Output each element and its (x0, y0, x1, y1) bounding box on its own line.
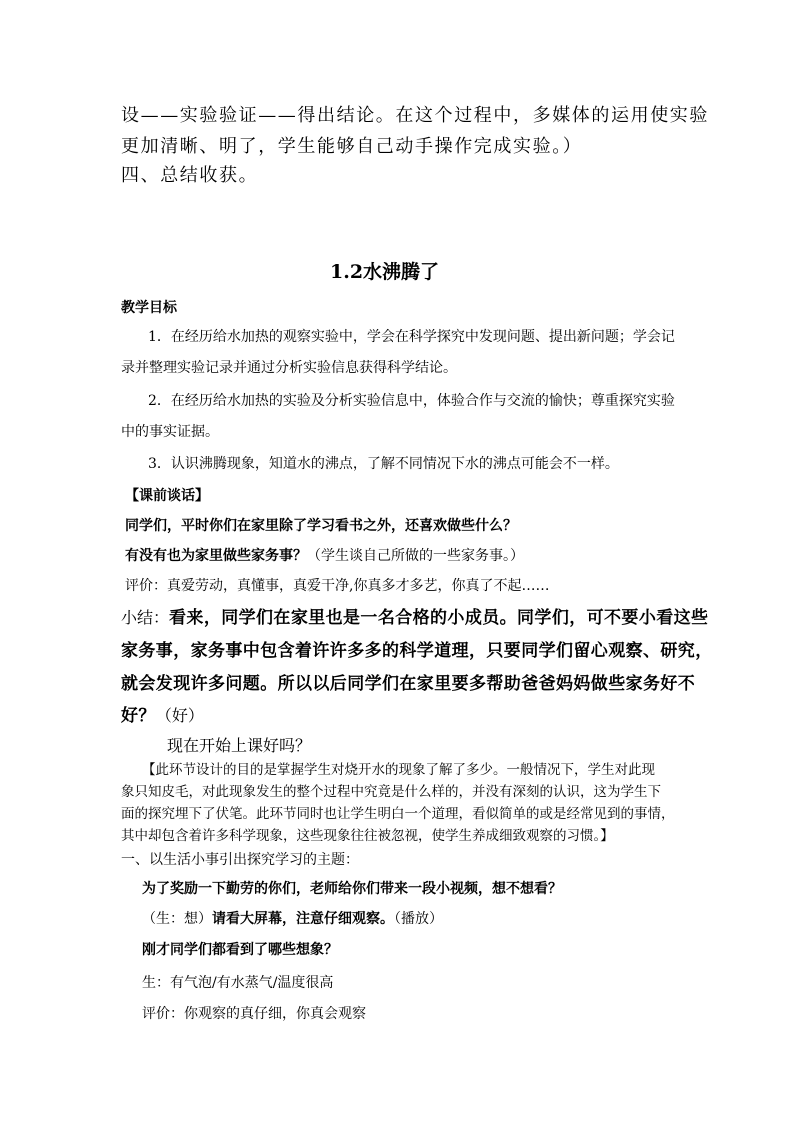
pre-class-heading: 【课前谈话】 (125, 488, 209, 504)
summary-answer: （好） (155, 706, 204, 725)
objectives-heading: 教学目标 (121, 300, 177, 316)
design-note-line-3: 面的探究埋下了伏笔。此环节同时也让学生明白一个道理，看似简单的或是经常见到的事情， (121, 806, 675, 822)
objective-2-line-2: 中的事实证据。 (121, 424, 219, 440)
student-reply (142, 908, 443, 928)
question-2 (125, 545, 524, 565)
intro-line-1: 设——实验验证——得出结论。在这个过程中，多媒体的运用使实验 (121, 105, 709, 126)
summary-line-4 (121, 701, 204, 726)
intro-line-2: 更加清晰、明了，学生能够自己动手操作完成实验。） (121, 136, 583, 157)
student-reply-a: （生：想） (142, 911, 212, 927)
video-prompt: 为了奖励一下勤劳的你们，老师给你们带来一段小视频，想不想看？ (142, 881, 562, 897)
summary-line-3: 就会发现许多问题。所以以后同学们在家里要多帮助爸爸妈妈做些家务好不 (121, 674, 696, 694)
summary-text-4: 好？ (121, 706, 156, 726)
design-note-line-4: 其中却包含着许多科学现象，这些现象往往被忽视，使学生养成细致观察的习惯。】 (121, 828, 614, 844)
lesson-title: 1.2水沸腾了 (330, 261, 440, 283)
question-1: 同学们，平时你们在家里除了学习看书之外，还喜欢做些什么？ (125, 518, 517, 534)
objective-3: 3．认识沸腾现象，知道水的沸点，了解不同情况下水的沸点可能会不一样。 (148, 456, 619, 472)
start-class: 现在开始上课好吗？ (167, 736, 312, 755)
evaluation-1: 评价：真爱劳动，真懂事，真爱干净,你真多才多艺，你真了不起…… (125, 578, 550, 594)
objective-2-line-1: 2．在经历给水加热的实验及分析实验信息中，体验合作与交流的愉快；尊重探究实验 (148, 393, 675, 409)
evaluation-2: 评价：你观察的真仔细，你真会观察 (142, 1006, 366, 1022)
ask-seen: 刚才同学们都看到了哪些想象？ (142, 942, 338, 958)
summary-line-1 (121, 603, 708, 628)
summary-line-2: 家务事，家务事中包含着许许多多的科学道理，只要同学们留心观察、研究， (121, 641, 713, 661)
design-note-line-1: 【此环节设计的目的是掌握学生对烧开水的现象了解了多少。一般情况下，学生对此现 (142, 762, 655, 778)
summary-text-1: 看来，同学们在家里也是一名合格的小成员。同学们，可不要小看这些 (169, 608, 709, 628)
section-four-heading: 四、总结收获。 (121, 165, 259, 186)
question-2-note: （学生谈自己所做的一些家务事。） (307, 548, 524, 564)
summary-label: 小结： (121, 608, 170, 627)
question-2-bold: 有没有也为家里做些家务事？ (125, 548, 307, 564)
student-reply-b: 请看大屏幕，注意仔细观察。 (212, 911, 394, 927)
objective-1-line-2: 录并整理实验记录并通过分析实验信息获得科学结论。 (121, 360, 457, 376)
student-answer: 生：有气泡/有水蒸气/温度很高 (142, 975, 334, 991)
design-note-line-2: 象只知皮毛，对此现象发生的整个过程中究竟是什么样的，并没有深刻的认识，这为学生下 (121, 784, 661, 800)
objective-1-line-1: 1．在经历给水加热的观察实验中，学会在科学探究中发现问题、提出新问题；学会记 (148, 329, 675, 345)
part-one-heading: 一、以生活小事引出探究学习的主题： (121, 852, 359, 868)
student-reply-c: （播放） (394, 911, 443, 927)
